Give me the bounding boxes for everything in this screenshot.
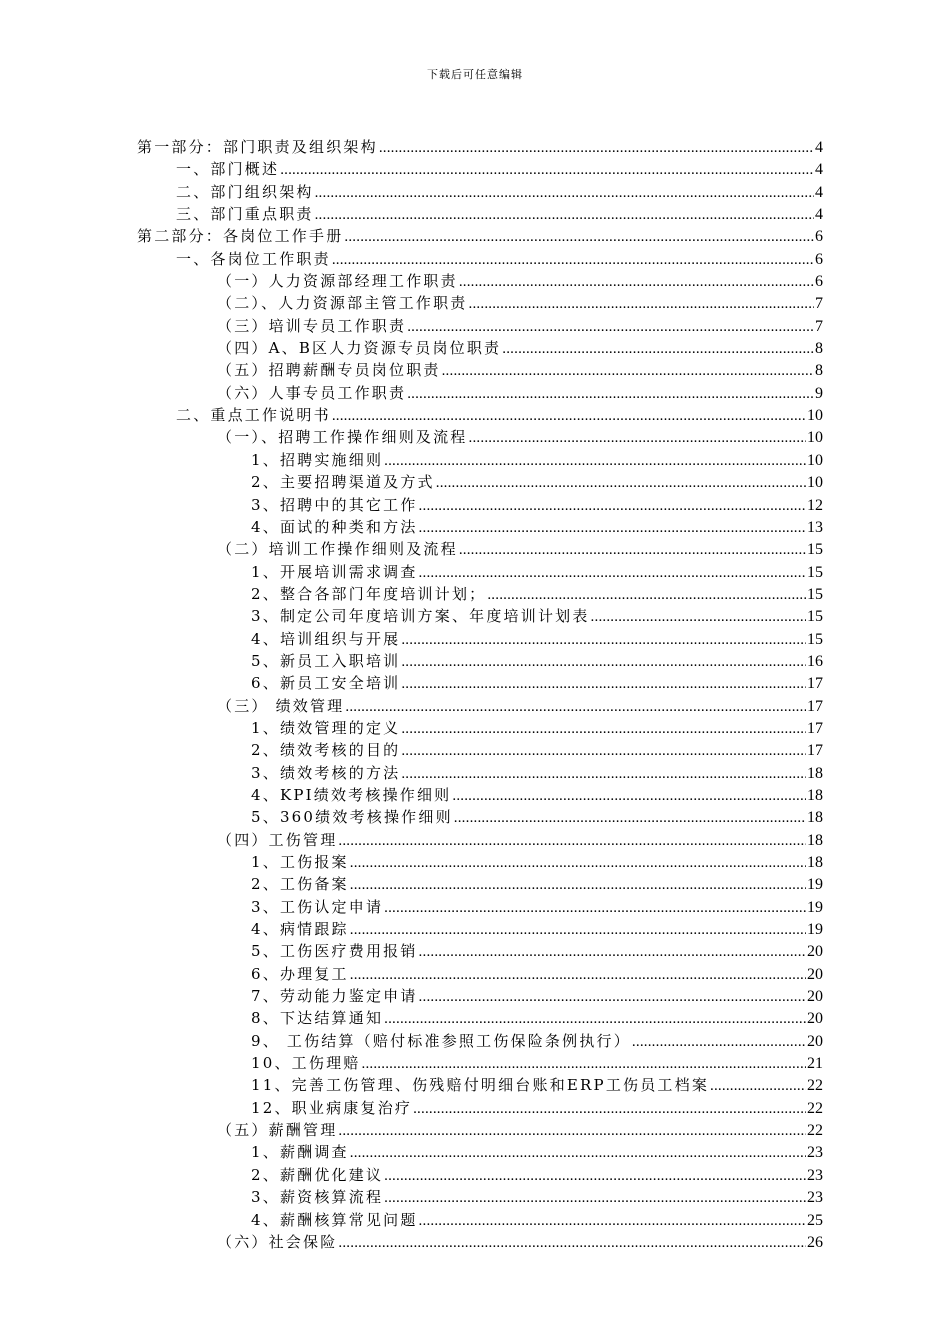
toc-dot-leader xyxy=(419,495,806,517)
toc-entry[interactable] xyxy=(137,1097,823,1119)
toc-dot-leader xyxy=(591,606,806,628)
toc-entry[interactable] xyxy=(137,650,823,672)
toc-entry-page-number: 16 xyxy=(807,652,823,670)
toc-entry[interactable] xyxy=(137,762,823,784)
toc-entry-page-number: 18 xyxy=(807,786,823,804)
toc-entry-title: 8、下达结算通知 xyxy=(251,1009,384,1028)
toc-entry-title: （二）、人力资源部主管工作职责 xyxy=(217,294,468,313)
toc-entry[interactable] xyxy=(137,561,823,583)
toc-entry[interactable] xyxy=(137,449,823,471)
toc-dot-leader xyxy=(459,271,814,293)
toc-entry-page-number: 6 xyxy=(815,273,823,291)
toc-dot-leader xyxy=(384,1187,806,1209)
toc-entry[interactable] xyxy=(137,158,823,180)
toc-entry[interactable] xyxy=(137,985,823,1007)
toc-entry-title: 3、薪资核算流程 xyxy=(251,1188,384,1207)
toc-entry[interactable] xyxy=(137,695,823,717)
toc-entry-title: 4、薪酬核算常见问题 xyxy=(251,1210,418,1229)
toc-entry[interactable] xyxy=(137,292,823,314)
toc-entry-page-number: 4 xyxy=(815,183,823,201)
toc-entry-page-number: 18 xyxy=(807,809,823,827)
toc-entry-title: 7、劳动能力鉴定申请 xyxy=(251,987,418,1006)
toc-entry[interactable] xyxy=(137,672,823,694)
toc-entry-title: 2、主要招聘渠道及方式 xyxy=(251,473,435,492)
table-of-contents xyxy=(137,136,823,1253)
toc-entry-page-number: 15 xyxy=(807,630,823,648)
toc-dot-leader xyxy=(442,360,814,382)
toc-entry-page-number: 21 xyxy=(807,1055,823,1073)
toc-entry-page-number: 15 xyxy=(807,585,823,603)
toc-entry[interactable] xyxy=(137,784,823,806)
toc-entry-title: 4、病情跟踪 xyxy=(251,920,349,939)
toc-entry[interactable] xyxy=(137,494,823,516)
toc-dot-leader xyxy=(379,137,814,159)
toc-entry[interactable] xyxy=(137,136,823,158)
toc-entry[interactable] xyxy=(137,1186,823,1208)
toc-entry-page-number: 20 xyxy=(807,1010,823,1028)
toc-entry-page-number: 15 xyxy=(807,608,823,626)
toc-dot-leader xyxy=(332,405,806,427)
toc-entry-page-number: 19 xyxy=(807,898,823,916)
toc-entry-page-number: 17 xyxy=(807,719,823,737)
toc-entry-title: 6、办理复工 xyxy=(251,964,349,983)
toc-entry-page-number: 10 xyxy=(807,407,823,425)
toc-entry-title: 二、重点工作说明书 xyxy=(176,406,331,425)
toc-dot-leader xyxy=(436,472,806,494)
toc-dot-leader xyxy=(401,651,806,673)
toc-entry-title: 1、薪酬调查 xyxy=(251,1143,349,1162)
toc-dot-leader xyxy=(401,763,806,785)
toc-entry-page-number: 6 xyxy=(815,250,823,268)
toc-dot-leader xyxy=(452,785,806,807)
toc-entry[interactable] xyxy=(137,538,823,560)
toc-entry-page-number: 8 xyxy=(815,362,823,380)
toc-dot-leader xyxy=(401,673,806,695)
toc-entry[interactable] xyxy=(137,583,823,605)
toc-entry[interactable] xyxy=(137,896,823,918)
toc-dot-leader xyxy=(487,584,806,606)
toc-entry-title: 二、部门组织架构 xyxy=(176,182,314,201)
toc-entry-page-number: 19 xyxy=(807,921,823,939)
toc-dot-leader xyxy=(338,830,806,852)
toc-dot-leader xyxy=(407,383,814,405)
toc-entry-title: 1、绩效管理的定义 xyxy=(251,718,401,737)
toc-entry-title: 12、职业病康复治疗 xyxy=(251,1098,413,1117)
toc-entry-title: （六）人事专员工作职责 xyxy=(217,383,407,402)
toc-dot-leader xyxy=(350,852,806,874)
toc-entry-title: 4、培训组织与开展 xyxy=(251,629,401,648)
toc-entry-page-number: 7 xyxy=(815,317,823,335)
toc-dot-leader xyxy=(315,204,814,226)
toc-entry-title: 2、工伤备案 xyxy=(251,875,349,894)
toc-entry[interactable] xyxy=(137,270,823,292)
toc-dot-leader xyxy=(469,427,806,449)
toc-entry[interactable] xyxy=(137,1052,823,1074)
toc-dot-leader xyxy=(413,1098,806,1120)
toc-entry-page-number: 22 xyxy=(807,1077,823,1095)
toc-entry-page-number: 20 xyxy=(807,965,823,983)
toc-entry-page-number: 4 xyxy=(815,206,823,224)
toc-entry-page-number: 22 xyxy=(807,1122,823,1140)
toc-entry-title: 2、整合各部门年度培训计划； xyxy=(251,584,487,603)
toc-entry-page-number: 6 xyxy=(815,228,823,246)
toc-entry-page-number: 10 xyxy=(807,451,823,469)
toc-entry-title: 10、工伤理赔 xyxy=(251,1054,361,1073)
toc-entry[interactable] xyxy=(137,315,823,337)
toc-entry[interactable] xyxy=(137,516,823,538)
toc-entry-title: 1、工伤报案 xyxy=(251,853,349,871)
toc-dot-leader xyxy=(384,1008,806,1030)
toc-dot-leader xyxy=(332,249,814,271)
toc-entry[interactable] xyxy=(137,739,823,761)
toc-entry-title: （一）、招聘工作操作细则及流程 xyxy=(217,428,468,447)
toc-entry-page-number: 10 xyxy=(807,429,823,447)
toc-entry-page-number: 10 xyxy=(807,474,823,492)
toc-dot-leader xyxy=(632,1031,806,1053)
toc-entry-title: （五）薪酬管理 xyxy=(217,1121,338,1140)
toc-entry[interactable] xyxy=(137,471,823,493)
toc-entry[interactable] xyxy=(137,1030,823,1052)
toc-entry-title: 2、薪酬优化建议 xyxy=(251,1165,384,1184)
toc-entry-page-number: 12 xyxy=(807,496,823,514)
toc-entry-title: 6、新员工安全培训 xyxy=(251,674,401,693)
toc-entry-page-number: 15 xyxy=(807,563,823,581)
toc-entry-title: 三、部门重点职责 xyxy=(176,205,314,224)
toc-entry[interactable] xyxy=(137,404,823,426)
toc-entry[interactable] xyxy=(137,628,823,650)
toc-dot-leader xyxy=(338,1232,806,1254)
toc-dot-leader xyxy=(710,1075,806,1097)
toc-entry-title: 9、 工伤结算（赔付标准参照工伤保险条例执行） xyxy=(251,1031,631,1050)
toc-entry-title: （三）培训专员工作职责 xyxy=(217,316,407,335)
toc-entry[interactable] xyxy=(137,1141,823,1163)
toc-entry-title: 第一部分：部门职责及组织架构 xyxy=(137,138,378,156)
toc-entry-page-number: 23 xyxy=(807,1166,823,1184)
toc-entry[interactable] xyxy=(137,426,823,448)
toc-dot-leader xyxy=(469,293,814,315)
page-header: 下载后可任意编辑 xyxy=(427,68,523,81)
toc-entry-title: 3、绩效考核的方法 xyxy=(251,763,401,782)
toc-entry-page-number: 19 xyxy=(807,876,823,894)
toc-dot-leader xyxy=(280,159,814,181)
toc-entry-title: 3、招聘中的其它工作 xyxy=(251,495,418,514)
toc-entry-page-number: 17 xyxy=(807,675,823,693)
toc-entry-title: （四）A、B区人力资源专员岗位职责 xyxy=(217,339,502,358)
toc-dot-leader xyxy=(502,338,814,360)
toc-entry-page-number: 13 xyxy=(807,518,823,536)
toc-entry-title: 1、开展培训需求调查 xyxy=(251,562,418,581)
toc-entry-title: 3、工伤认定申请 xyxy=(251,897,384,916)
toc-entry-page-number: 26 xyxy=(807,1233,823,1251)
toc-entry-title: 第二部分：各岗位工作手册 xyxy=(137,227,344,246)
toc-entry[interactable] xyxy=(137,1164,823,1186)
toc-entry-title: （二）培训工作操作细则及流程 xyxy=(217,540,458,559)
toc-entry-page-number: 15 xyxy=(807,541,823,559)
toc-entry-page-number: 8 xyxy=(815,340,823,358)
toc-entry-title: 一、部门概述 xyxy=(176,160,280,179)
toc-dot-leader xyxy=(401,740,806,762)
toc-entry[interactable] xyxy=(137,1231,823,1253)
toc-entry[interactable] xyxy=(137,181,823,203)
toc-entry[interactable] xyxy=(137,1119,823,1141)
toc-entry-title: 11、完善工伤管理、伤残赔付明细台账和ERP工伤员工档案 xyxy=(251,1076,710,1095)
toc-entry-page-number: 17 xyxy=(807,742,823,760)
toc-entry[interactable] xyxy=(137,382,823,404)
toc-entry[interactable] xyxy=(137,1209,823,1231)
toc-dot-leader xyxy=(344,226,814,248)
toc-dot-leader xyxy=(419,1210,806,1232)
toc-dot-leader xyxy=(419,941,806,963)
toc-entry-page-number: 4 xyxy=(815,139,823,156)
toc-entry[interactable] xyxy=(137,963,823,985)
toc-entry[interactable] xyxy=(137,1007,823,1029)
toc-dot-leader xyxy=(401,718,806,740)
toc-entry-page-number: 25 xyxy=(807,1211,823,1229)
toc-dot-leader xyxy=(350,1142,806,1164)
toc-entry[interactable] xyxy=(137,605,823,627)
toc-dot-leader xyxy=(350,919,806,941)
toc-dot-leader xyxy=(419,986,806,1008)
toc-entry-title: 1、招聘实施细则 xyxy=(251,450,384,469)
toc-dot-leader xyxy=(454,807,806,829)
toc-entry[interactable] xyxy=(137,717,823,739)
toc-entry-title: 5、工伤医疗费用报销 xyxy=(251,942,418,961)
toc-entry-title: 5、新员工入职培训 xyxy=(251,651,401,670)
toc-entry-title: 3、制定公司年度培训方案、年度培训计划表 xyxy=(251,607,590,626)
toc-entry[interactable] xyxy=(137,851,823,873)
toc-entry-page-number: 20 xyxy=(807,943,823,961)
toc-entry[interactable] xyxy=(137,918,823,940)
toc-entry-title: （三） 绩效管理 xyxy=(217,696,345,715)
toc-dot-leader xyxy=(315,182,814,204)
toc-entry[interactable] xyxy=(137,248,823,270)
toc-dot-leader xyxy=(338,1120,806,1142)
toc-entry-page-number: 9 xyxy=(815,384,823,402)
toc-entry-page-number: 23 xyxy=(807,1189,823,1207)
toc-entry-title: （四）工伤管理 xyxy=(217,830,338,849)
toc-entry-page-number: 7 xyxy=(815,295,823,313)
toc-entry-title: 5、360绩效考核操作细则 xyxy=(251,808,453,827)
toc-entry-title: 一、各岗位工作职责 xyxy=(176,249,331,268)
toc-entry[interactable] xyxy=(137,359,823,381)
toc-dot-leader xyxy=(384,450,806,472)
toc-entry-page-number: 22 xyxy=(807,1099,823,1117)
toc-dot-leader xyxy=(350,874,806,896)
toc-entry[interactable] xyxy=(137,225,823,247)
toc-entry-page-number: 18 xyxy=(807,831,823,849)
toc-entry-page-number: 18 xyxy=(807,854,823,871)
toc-entry-page-number: 23 xyxy=(807,1144,823,1162)
toc-entry[interactable] xyxy=(137,873,823,895)
toc-entry-page-number: 18 xyxy=(807,764,823,782)
toc-entry-page-number: 17 xyxy=(807,697,823,715)
toc-entry[interactable] xyxy=(137,203,823,225)
toc-dot-leader xyxy=(401,629,806,651)
toc-dot-leader xyxy=(384,1165,806,1187)
toc-entry[interactable] xyxy=(137,940,823,962)
toc-dot-leader xyxy=(384,897,806,919)
toc-entry-title: 4、KPI绩效考核操作细则 xyxy=(251,785,452,804)
toc-dot-leader xyxy=(362,1053,807,1075)
toc-entry[interactable] xyxy=(137,806,823,828)
toc-dot-leader xyxy=(419,562,806,584)
toc-entry-title: 2、绩效考核的目的 xyxy=(251,741,401,760)
toc-entry-title: （一）人力资源部经理工作职责 xyxy=(217,272,458,291)
toc-entry-title: 4、面试的种类和方法 xyxy=(251,517,418,536)
toc-dot-leader xyxy=(407,316,814,338)
toc-dot-leader xyxy=(345,696,806,718)
toc-entry[interactable] xyxy=(137,829,823,851)
toc-entry-page-number: 4 xyxy=(815,161,823,179)
toc-entry-page-number: 20 xyxy=(807,1032,823,1050)
toc-dot-leader xyxy=(459,539,806,561)
toc-entry-title: （六）社会保险 xyxy=(217,1232,338,1251)
toc-dot-leader xyxy=(419,517,806,539)
toc-entry[interactable] xyxy=(137,337,823,359)
toc-entry-page-number: 20 xyxy=(807,988,823,1006)
toc-entry[interactable] xyxy=(137,1074,823,1096)
toc-entry-title: （五）招聘薪酬专员岗位职责 xyxy=(217,361,441,380)
toc-dot-leader xyxy=(350,964,806,986)
